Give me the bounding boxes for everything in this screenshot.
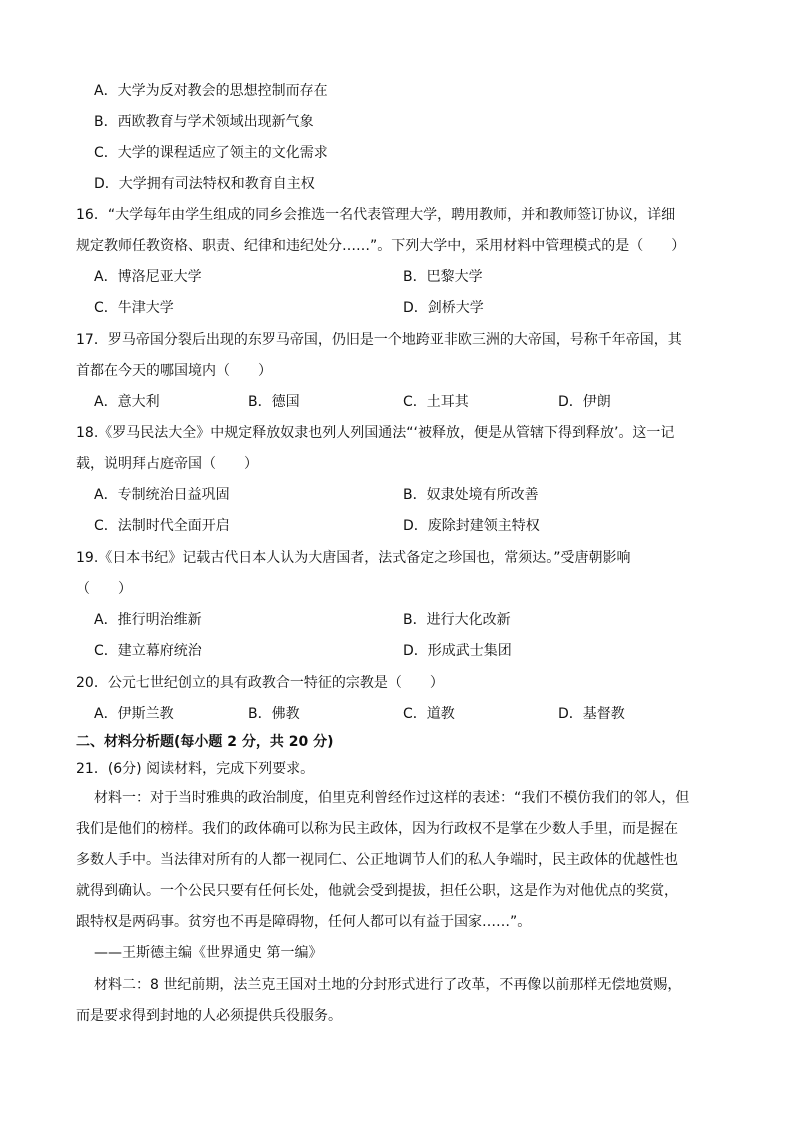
q16-option-c: C．牛津大学 [94, 300, 174, 316]
q18-option-d: D．废除封建领主特权 [403, 518, 540, 534]
q17-option-d: D．伊朗 [558, 394, 611, 410]
section-2-title: 二、材料分析题(每小题 2 分，共 20 分) [76, 734, 334, 750]
q20-stem: 20．公元七世纪创立的具有政教合一特征的宗教是（ ） [76, 675, 444, 691]
q18-stem-line2: 载，说明拜占庭帝国（ ） [76, 456, 258, 472]
q17-option-a: A．意大利 [94, 394, 160, 410]
q21-material2-line1: 材料二：8 世纪前期，法兰克王国对土地的分封形式进行了改革，不再像以前那样无偿地赏赐， [94, 977, 682, 993]
q18-option-a: A．专制统治日益巩固 [94, 487, 230, 503]
q18-option-b: B．奴隶处境有所改善 [403, 487, 539, 503]
q21-material1-line5: 跟特权是两码事。贫穷也不再是障碍物，任何人都可以有益于国家……”。 [76, 914, 532, 930]
q19-option-d: D．形成武士集团 [403, 643, 512, 659]
q18-stem-line1: 18.《罗马民法大全》中规定释放奴隶也列人列国通法“‘被释放，便是从管辖下得到释放’。这一记 [76, 425, 675, 441]
q16-option-a: A．博洛尼亚大学 [94, 269, 202, 285]
q20-option-a: A．伊斯兰教 [94, 706, 174, 722]
q20-option-d: D．基督教 [558, 706, 625, 722]
q21-header: 21．(6分) 阅读材料，完成下列要求。 [76, 761, 315, 777]
q21-material2-line2: 而是要求得到封地的人必须提供兵役服务。 [76, 1008, 342, 1024]
q19-option-c: C．建立幕府统治 [94, 643, 202, 659]
q21-material1-line2: 我们是他们的榜样。我们的政体确可以称为民主政体，因为行政权不是掌在少数人手里，而是握在 [76, 821, 678, 837]
q21-material1-line1: 材料一：对于当时雅典的政治制度，伯里克利曾经作过这样的表述：“我们不模仿我们的邻人，但 [94, 790, 690, 806]
q19-option-b: B．进行大化改新 [403, 612, 511, 628]
q18-option-c: C．法制时代全面开启 [94, 518, 230, 534]
q16-option-d: D．剑桥大学 [403, 300, 484, 316]
q15-option-a: A．大学为反对教会的思想控制而存在 [94, 83, 328, 99]
q17-option-b: B．德国 [248, 394, 300, 410]
q15-option-c: C．大学的课程适应了领主的文化需求 [94, 145, 328, 161]
q20-option-b: B．佛教 [248, 706, 300, 722]
q21-material1-line3: 多数人手中。当法律对所有的人都一视同仁、公正地调节人们的私人争端时，民主政体的优越性也 [76, 852, 678, 868]
q21-material1-line4: 就得到确认。一个公民只要有任何长处，他就会受到提拔，担任公职，这是作为对他优点的奖赏， [76, 883, 678, 899]
q21-material1-source: ——王斯德主编《世界通史 第一编》 [94, 945, 323, 961]
q17-stem-line2: 首都在今天的哪国境内（ ） [76, 363, 272, 379]
q19-stem-line2: （ ） [76, 581, 132, 597]
q17-option-c: C．土耳其 [403, 394, 469, 410]
q16-option-b: B．巴黎大学 [403, 269, 483, 285]
q17-stem-line1: 17．罗马帝国分裂后出现的东罗马帝国，仍旧是一个地跨亚非欧三洲的大帝国，号称千年帝国，其 [76, 332, 682, 348]
q16-stem-line2: 规定教师任教资格、职责、纪律和违纪处分……”。下列大学中，采用材料中管理模式的是（ ） [76, 238, 686, 254]
q20-option-c: C．道教 [403, 706, 455, 722]
q15-option-d: D．大学拥有司法特权和教育自主权 [94, 176, 315, 192]
q19-stem-line1: 19.《日本书纪》记载古代日本人认为大唐国者，法式备定之珍国也，常须达。”受唐朝影响 [76, 550, 631, 566]
q15-option-b: B．西欧教育与学术领域出现新气象 [94, 114, 314, 130]
q19-option-a: A．推行明治维新 [94, 612, 202, 628]
q16-stem-line1: 16．“大学每年由学生组成的同乡会推选一名代表管理大学，聘用教师，并和教师签订协议，详细 [76, 207, 676, 223]
